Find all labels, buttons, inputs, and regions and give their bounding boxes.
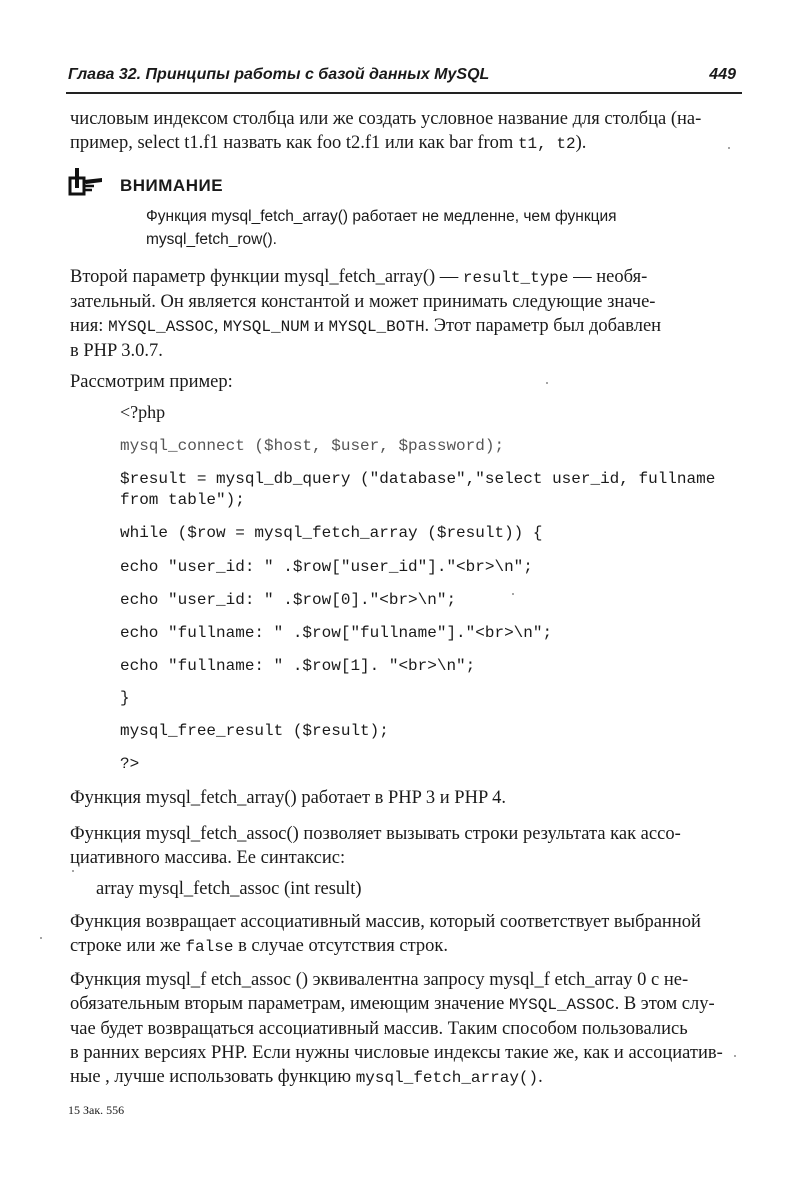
paragraph-intro xyxy=(70,107,740,156)
pointing-hand-icon xyxy=(68,168,104,196)
paragraph-example-intro: Рассмотрим пример: xyxy=(70,372,233,392)
paragraph-php-versions: Функция mysql_fetch_array() работает в PHP 3 и PHP 4. xyxy=(70,788,507,808)
code-line: <?php xyxy=(120,402,166,422)
paragraph-line: ния: MYSQL_ASSOC, MYSQL_NUM и MYSQL_BOTH. Этот параметр был добавлен xyxy=(70,316,662,336)
warning-line: mysql_fetch_row(). xyxy=(146,231,277,248)
paragraph-line: Функция mysql_f etch_assoc () эквивалентна запросу mysql_f etch_array 0 с не- xyxy=(70,970,689,990)
print-speck xyxy=(728,147,730,149)
code-line: while ($row = mysql_fetch_array ($result)) { xyxy=(120,524,543,542)
code-line: echo "fullname: " .$row["fullname"]."<br>\n"; xyxy=(120,624,553,642)
print-speck xyxy=(734,1055,736,1057)
paragraph-line: чае будет возвращаться ассоциативный массив. Таким способом пользовались xyxy=(70,1019,688,1039)
paragraph-line: Функция возвращает ассоциативный массив, который соответствует выбранной xyxy=(70,912,701,932)
paragraph-line: Второй параметр функции mysql_fetch_array() — result_type — необя- xyxy=(70,267,648,287)
code-line: echo "fullname: " .$row[1]. "<br>\n"; xyxy=(120,657,476,675)
print-speck xyxy=(40,937,42,939)
print-speck xyxy=(72,870,74,872)
code-line: mysql_free_result ($result); xyxy=(120,722,389,740)
paragraph-line: циативного массива. Ее синтаксис: xyxy=(70,848,346,868)
code-line: } xyxy=(120,689,130,707)
printer-signature: 15 Зак. 556 xyxy=(68,1103,125,1117)
code-line: $result = mysql_db_query ("database","select user_id, fullname xyxy=(120,470,716,488)
code-line: echo "user_id: " .$row["user_id"]."<br>\n"; xyxy=(120,558,533,576)
code-line: ?> xyxy=(120,755,140,773)
page-number: 449 xyxy=(709,66,736,83)
code-line: echo "user_id: " .$row[0]."<br>\n"; xyxy=(120,591,457,609)
paragraph-equivalence xyxy=(70,968,740,1090)
code-line: mysql_connect ($host, $user, $password); xyxy=(120,437,505,455)
paragraph-fetch-assoc xyxy=(70,822,740,870)
paragraph-line: зательный. Он является константой и может принимать следующие значе- xyxy=(70,292,656,312)
warning-body xyxy=(146,205,741,251)
paragraph-line: Функция mysql_fetch_assoc() позволяет вызывать строки результата как ассо- xyxy=(70,824,681,844)
paragraph-second-param xyxy=(70,265,740,363)
paragraph-line: в ранних версиях PHP. Если нужны числовые индексы такие же, как и ассоциатив- xyxy=(70,1043,723,1063)
paragraph-line: строке или же false в случае отсутствия строк. xyxy=(70,936,449,956)
paragraph-line: ные , лучше использовать функцию mysql_fetch_array(). xyxy=(70,1067,543,1087)
print-speck xyxy=(546,382,548,384)
code-line: from table"); xyxy=(120,491,245,509)
syntax-line: array mysql_fetch_assoc (int result) xyxy=(96,879,362,899)
warning-title: ВНИМАНИЕ xyxy=(120,176,224,195)
paragraph-line: обязательным вторым параметрам, имеющим значение MYSQL_ASSOC. В этом слу- xyxy=(70,994,715,1014)
print-speck xyxy=(512,593,514,595)
warning-line: Функция mysql_fetch_array() работает не медленне, чем функция xyxy=(146,208,617,225)
chapter-title: Глава 32. Принципы работы с базой данных MySQL xyxy=(68,66,490,83)
paragraph-line: пример, select t1.f1 назвать как foo t2.f1 или как bar from t1, t2). xyxy=(70,133,587,153)
paragraph-returns xyxy=(70,910,740,959)
paragraph-line: в PHP 3.0.7. xyxy=(70,341,163,361)
paragraph-line: числовым индексом столбца или же создать условное название для столбца (на- xyxy=(70,109,702,129)
running-header xyxy=(66,62,742,94)
